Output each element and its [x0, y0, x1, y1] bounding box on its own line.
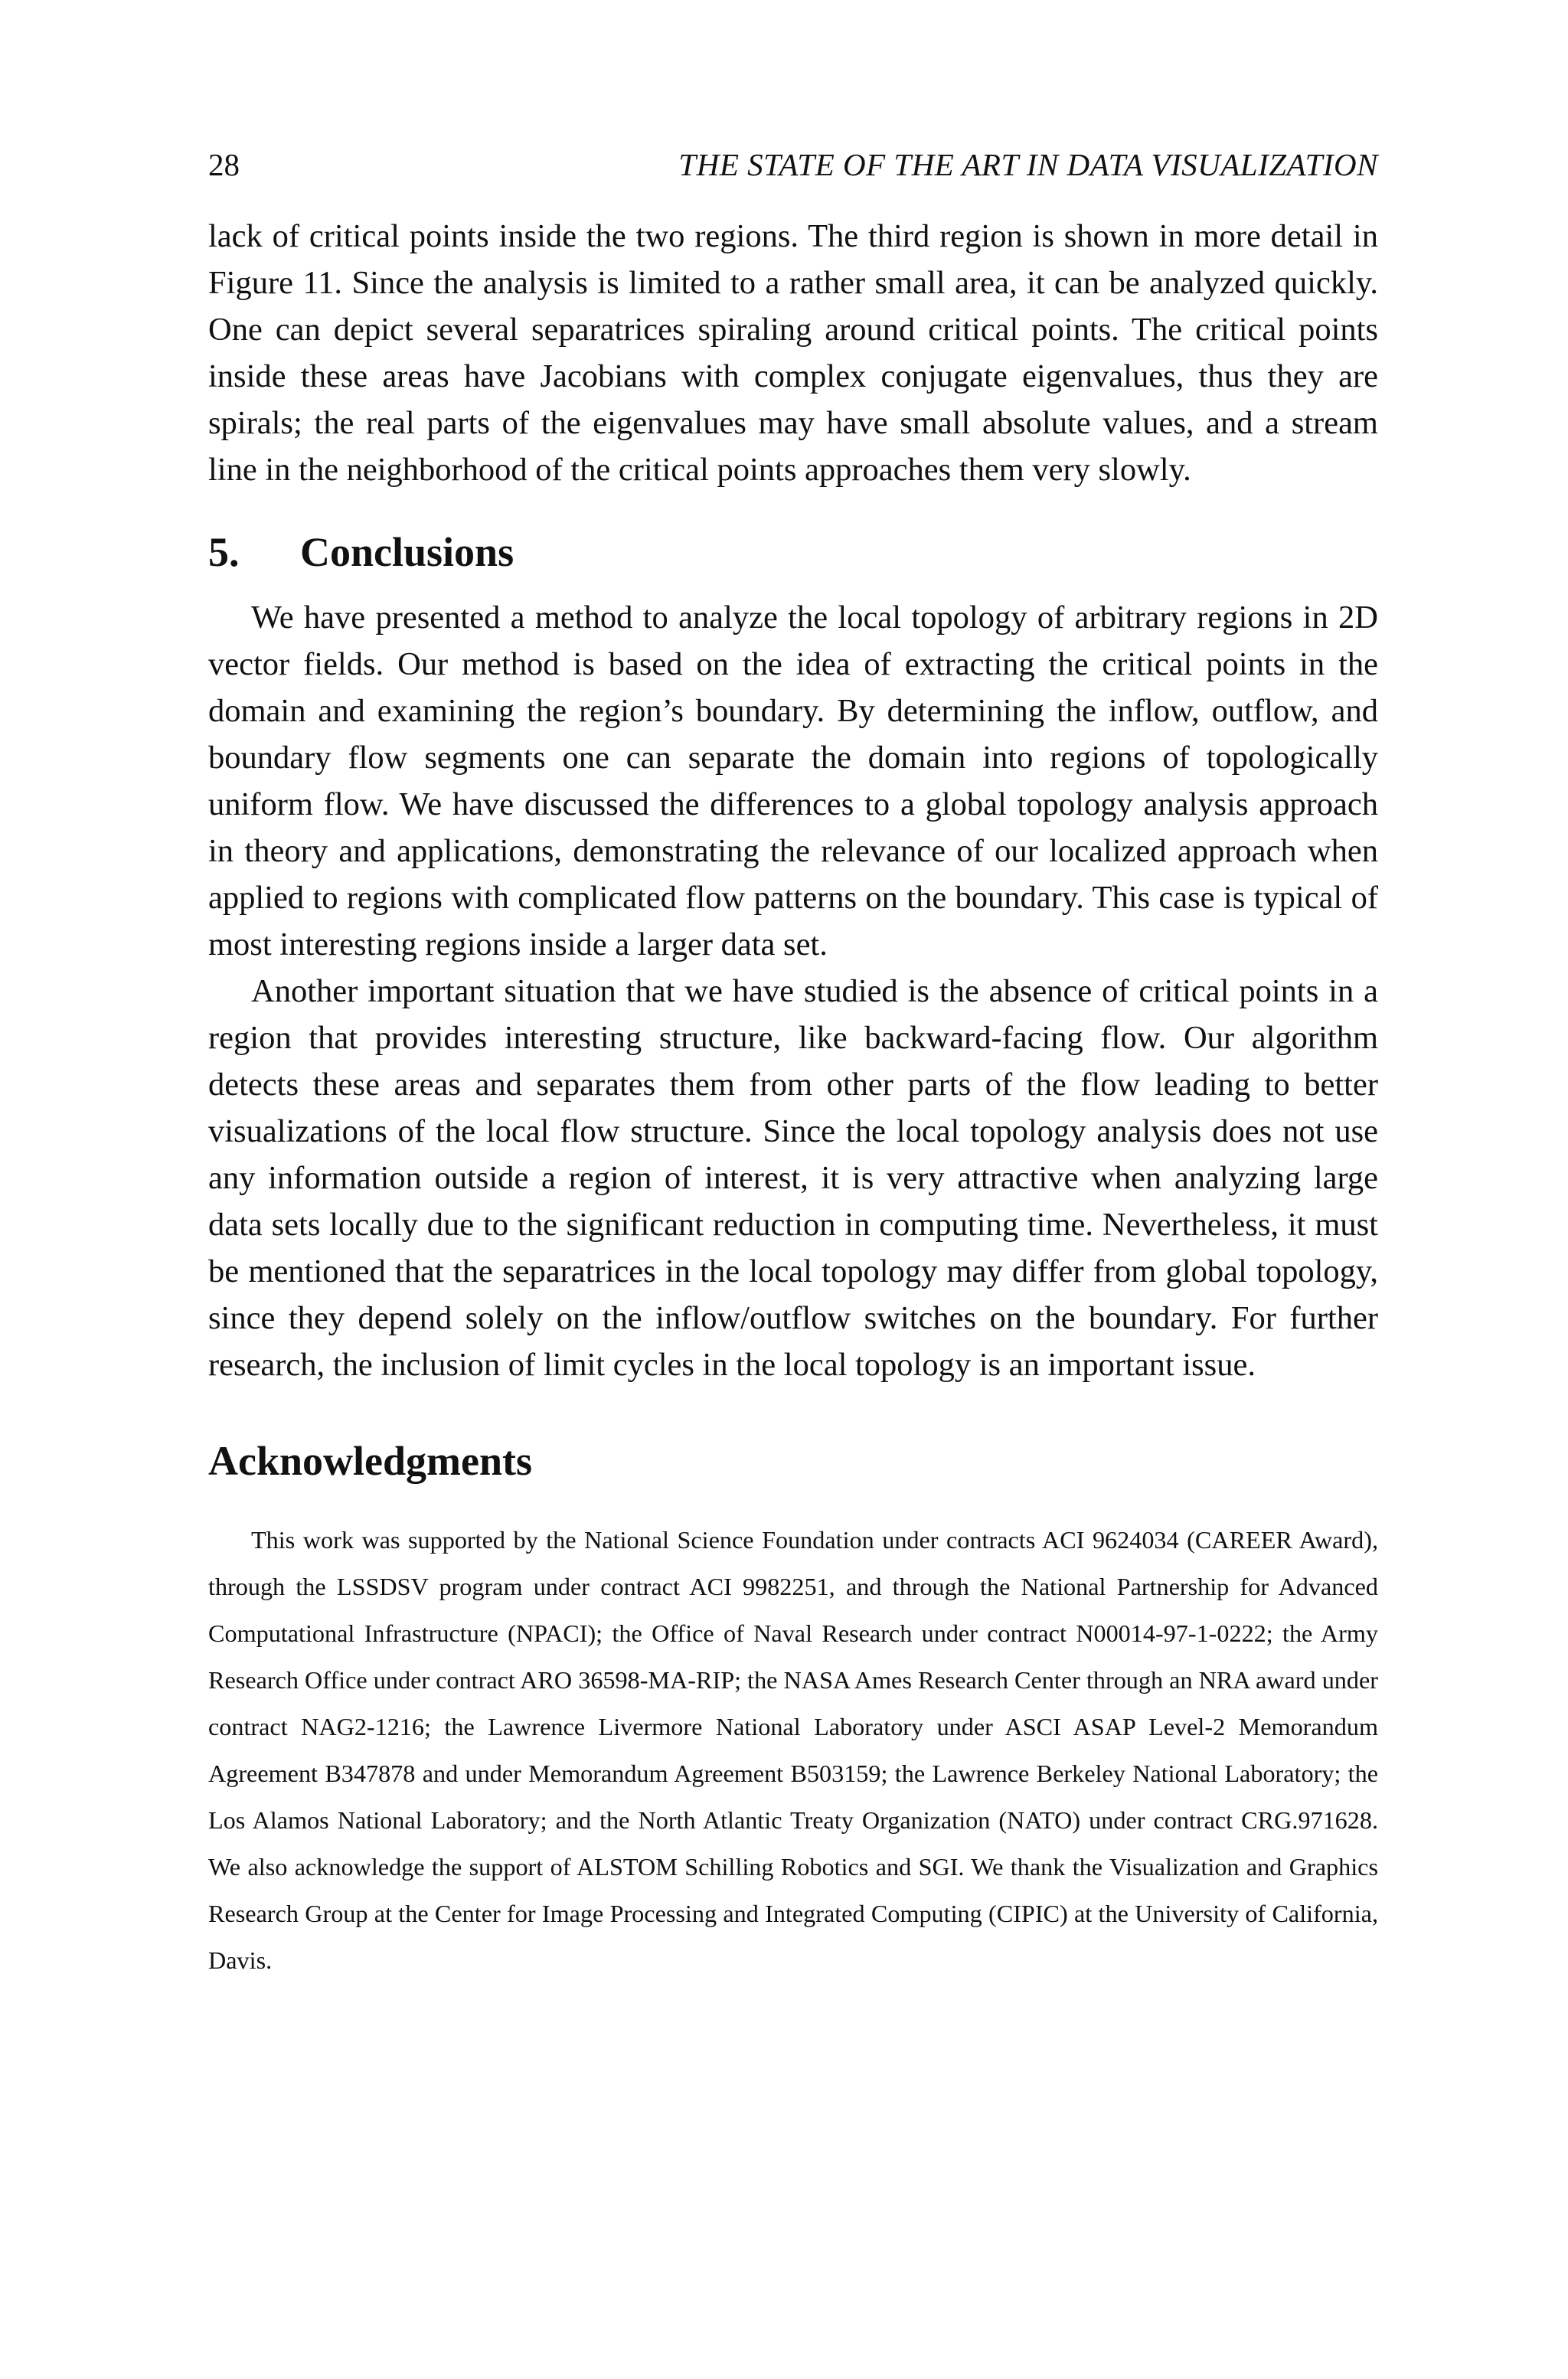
conclusions-paragraph-2: Another important situation that we have studied is the absence of critical points in a region that provides interesting structure, like backward-facing flow. Our algorithm detects these areas and separates them from other parts of the flow leading to better visualizations of the local flow structure. Since the local topology analysis does not use any information outside a region of interest, it is very attractive when analyzing large data sets locally due to the significant reduction in computing time. Nevertheless, it must be mentioned that the separatrices in the local topology may differ from global topology, since they depend solely on the inflow/outflow switches on the boundary. For further research, the inclusion of limit cycles in the local topology is an important issue.	[208, 973, 1378, 1383]
intro-paragraph: lack of critical points inside the two regions. The third region is shown in more detail in Figure 11. Since the analysis is limited to a rather small area, it can be analyzed quickly. One can depict several separatrices spiraling around critical points. The critical points inside these areas have Jacobians with complex conjugate eigenvalues, thus they are spirals; the real parts of the eigenvalues may have small absolute values, and a stream line in the neighborhood of the critical points approaches them very slowly.	[208, 218, 1378, 488]
acknowledgments-heading: Acknowledgments	[208, 1438, 533, 1484]
running-title: THE STATE OF THE ART IN DATA VISUALIZATION	[678, 147, 1378, 182]
running-header	[208, 145, 1378, 184]
conclusions-paragraph-1: We have presented a method to analyze the local topology of arbitrary regions in 2D vector fields. Our method is based on the idea of extracting the critical points in the domain and examining the region’s boundary. By determining the inflow, outflow, and boundary flow segments one can separate the domain into regions of topologically uniform flow. We have discussed the differences to a global topology analysis approach in theory and applications, demonstrating the relevance of our localized approach when applied to regions with complicated flow patterns on the boundary. This case is typical of most interesting regions inside a larger data set.	[208, 600, 1378, 962]
page-number: 28	[208, 147, 240, 182]
section-title: Conclusions	[300, 529, 514, 575]
page	[208, 145, 1378, 1984]
section-number: 5.	[208, 529, 240, 575]
section-heading	[208, 527, 1378, 577]
acknowledgments-text: This work was supported by the National Science Foundation under contracts ACI 9624034 (CAREER Award), through the LSSDSV program under contract ACI 9982251, and through the National Partnership for Advanced Computational Infrastructure (NPACI); the Office of Naval Research under contract N00014-97-1-0222; the Army Research Office under contract ARO 36598-MA-RIP; the NASA Ames Research Center through an NRA award under contract NAG2-1216; the Lawrence Livermore National Laboratory under ASCI ASAP Level-2 Memorandum Agreement B347878 and under Memorandum Agreement B503159; the Lawrence Berkeley National Laboratory; the Los Alamos National Laboratory; and the North Atlantic Treaty Organization (NATO) under contract CRG.971628. We also acknowledge the support of ALSTOM Schilling Robotics and SGI. We thank the Visualization and Graphics Research Group at the Center for Image Processing and Integrated Computing (CIPIC) at the University of California, Davis.	[208, 1526, 1378, 1974]
